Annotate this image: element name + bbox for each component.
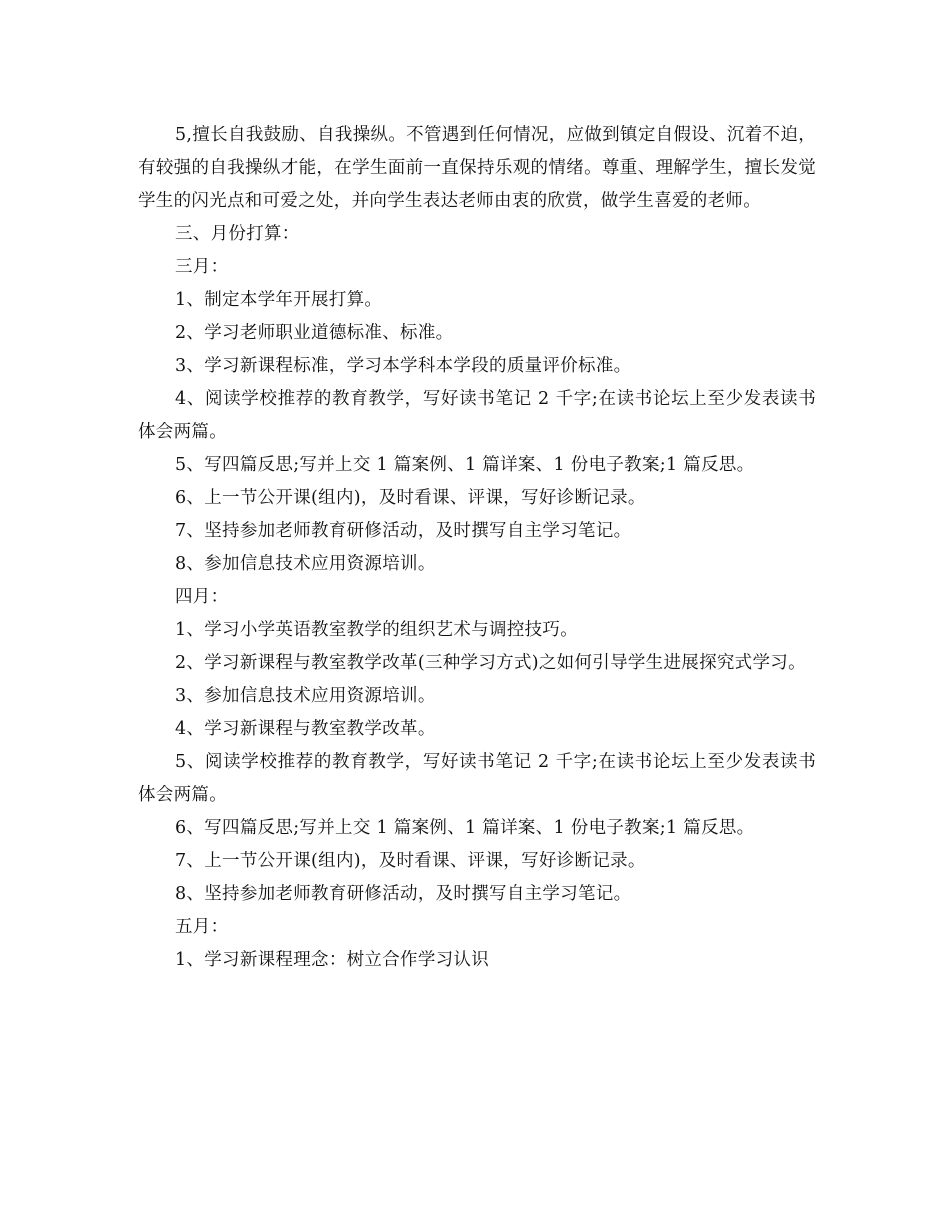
month-heading-march: 三月： <box>175 257 229 277</box>
document-body <box>138 119 816 977</box>
list-item: 7、坚持参加老师教育研修活动，及时撰写自主学习笔记。 <box>175 521 632 541</box>
list-item: 4、阅读学校推荐的教育教学，写好读书笔记 2 千字;在读书论坛上至少发表读书体会两篇。 <box>138 389 816 442</box>
list-item: 8、参加信息技术应用资源培训。 <box>175 554 436 574</box>
list-item: 2、学习新课程与教室教学改革(三种学习方式)之如何引导学生进展探究式学习。 <box>175 653 806 673</box>
list-item: 5、阅读学校推荐的教育教学，写好读书笔记 2 千字;在读书论坛上至少发表读书体会两篇。 <box>138 752 816 805</box>
paragraph-self-encouragement: 5,擅长自我鼓励、自我操纵。不管遇到任何情况，应做到镇定自假设、沉着不迫，有较强的自我操纵才能，在学生面前一直保持乐观的情绪。尊重、理解学生，擅长发觉学生的闪光点和可爱之处，并向学生表达老师由衷的欣赏，做学生喜爱的老师。 <box>138 125 816 211</box>
month-heading-april: 四月： <box>175 587 229 607</box>
list-item: 4、学习新课程与教室教学改革。 <box>175 719 436 739</box>
list-item: 5、写四篇反思;写并上交 1 篇案例、1 篇详案、1 份电子教案;1 篇反思。 <box>175 455 755 475</box>
list-item: 2、学习老师职业道德标准、标准。 <box>175 323 454 343</box>
list-item: 6、上一节公开课(组内)，及时看课、评课，写好诊断记录。 <box>175 488 646 508</box>
list-item: 6、写四篇反思;写并上交 1 篇案例、1 篇详案、1 份电子教案;1 篇反思。 <box>175 818 755 838</box>
list-item: 3、学习新课程标准，学习本学科本学段的质量评价标准。 <box>175 356 632 376</box>
list-item: 1、学习小学英语教室教学的组织艺术与调控技巧。 <box>175 620 579 640</box>
list-item: 1、制定本学年开展打算。 <box>175 290 383 310</box>
list-item: 3、参加信息技术应用资源培训。 <box>175 686 436 706</box>
section-heading-monthly-plan: 三、月份打算： <box>175 224 300 244</box>
month-heading-may: 五月： <box>175 917 229 937</box>
list-item: 7、上一节公开课(组内)，及时看课、评课，写好诊断记录。 <box>175 851 646 871</box>
list-item: 1、学习新课程理念：树立合作学习认识 <box>175 950 490 970</box>
list-item: 8、坚持参加老师教育研修活动，及时撰写自主学习笔记。 <box>175 884 632 904</box>
